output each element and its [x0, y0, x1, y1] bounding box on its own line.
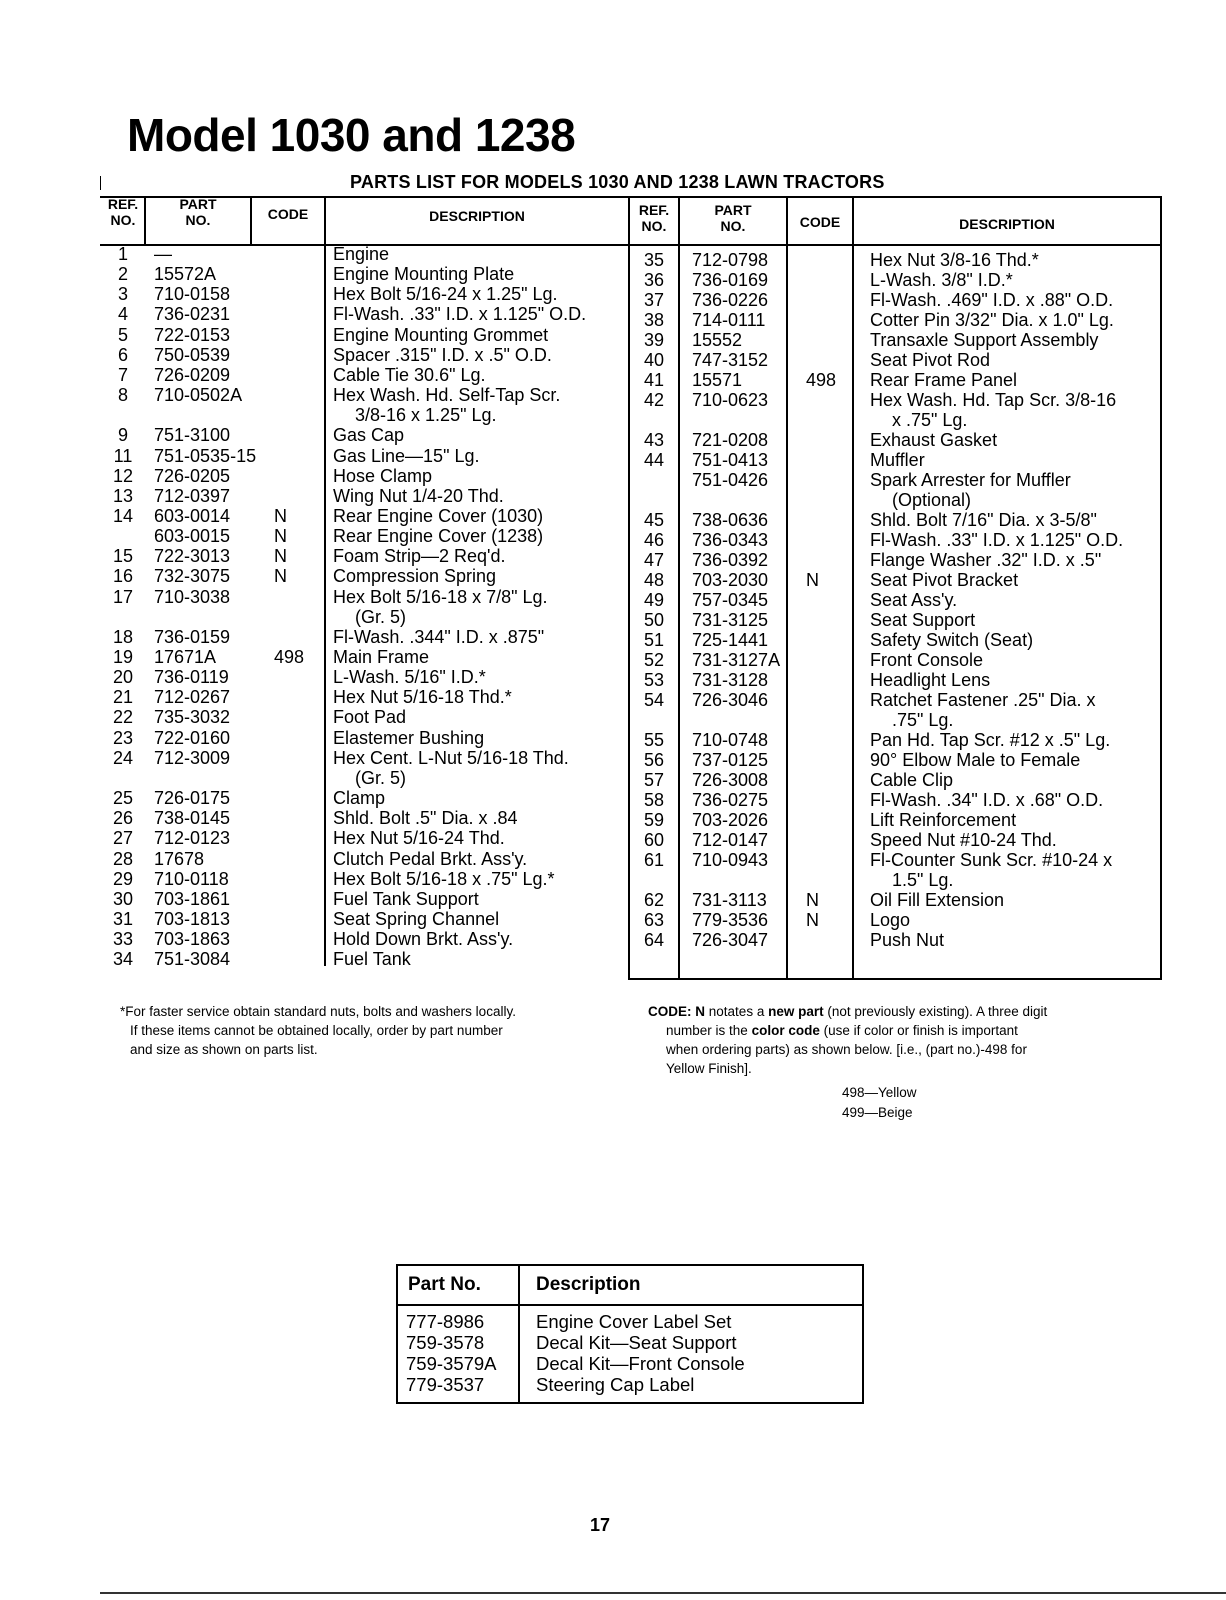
part-no-cell: 738-0145 — [154, 808, 231, 829]
code-cell: N — [274, 505, 287, 526]
description-cell: Spacer .315" I.D. x .5" O.D. — [333, 344, 552, 365]
part-no-cell: 736-0231 — [154, 304, 231, 325]
part-no-cell: 710-0623 — [692, 390, 769, 410]
part-no-cell: 736-0169 — [692, 270, 769, 290]
footnote-line: and size as shown on parts list. — [130, 1042, 318, 1057]
part-no-cell: 726-0205 — [154, 465, 231, 486]
ref-cell: 1 — [117, 244, 128, 264]
description-cell: Seat Spring Channel — [333, 908, 500, 929]
ref-cell: 11 — [113, 445, 133, 466]
decal-header-part-no: Part No. — [408, 1274, 481, 1295]
description-cell: Hex Nut 5/16-24 Thd. — [333, 828, 505, 849]
description-cell: (Gr. 5) — [355, 606, 407, 627]
ref-cell: 18 — [112, 626, 134, 647]
table-row — [0, 510, 1226, 531]
ref-cell: 12 — [112, 465, 134, 486]
code-label: CODE: — [648, 1004, 692, 1019]
code-note-text: Yellow Finish]. — [666, 1061, 752, 1076]
header-code: CODE — [267, 206, 309, 222]
footnote-line: If these items cannot be obtained locally, order by part number — [130, 1023, 503, 1038]
description-cell: Cotter Pin 3/32" Dia. x 1.0" Lg. — [870, 310, 1114, 330]
ref-cell: 51 — [643, 630, 665, 650]
ref-cell: 20 — [112, 667, 134, 688]
description-cell: L-Wash. 5/16" I.D.* — [333, 667, 486, 688]
part-no-cell: 710-0158 — [154, 284, 231, 305]
decal-col-divider — [518, 1266, 520, 1402]
ref-cell: 7 — [117, 364, 128, 385]
ref-cell: 47 — [643, 550, 665, 570]
table-row — [0, 810, 1226, 831]
ref-cell: 24 — [112, 747, 134, 768]
part-no-cell: 736-0343 — [692, 530, 769, 550]
description-cell: Engine Mounting Plate — [333, 264, 515, 285]
new-part-label: new part — [768, 1004, 824, 1019]
description-cell: .75" Lg. — [892, 710, 954, 730]
part-no-cell: 737-0125 — [692, 750, 769, 770]
part-no-cell: 731-3127A — [692, 650, 781, 670]
part-no-cell: 726-0209 — [154, 364, 231, 385]
code-note-text: number is the — [666, 1023, 748, 1038]
table-row — [0, 650, 1226, 671]
description-cell: Rear Engine Cover (1238) — [333, 526, 544, 547]
part-no-cell: 736-0226 — [692, 290, 769, 310]
ref-cell: 50 — [643, 610, 665, 630]
description-cell: Hex Cent. L-Nut 5/16-18 Thd. — [333, 747, 569, 768]
code-n-letter: N — [695, 1004, 706, 1019]
part-no-cell: 712-0798 — [692, 250, 769, 270]
ref-cell: 15 — [112, 546, 134, 567]
description-cell: Seat Support — [870, 610, 976, 630]
ref-cell: 25 — [112, 788, 134, 809]
ref-cell: 27 — [112, 828, 134, 849]
decal-part-no: 779-3537 — [406, 1374, 485, 1395]
table-row — [0, 330, 1226, 351]
description-cell: Hold Down Brkt. Ass'y. — [333, 929, 514, 950]
ref-cell: 30 — [112, 888, 134, 909]
part-no-cell: 703-1813 — [154, 908, 231, 929]
part-no-cell: 712-0267 — [154, 687, 231, 708]
header-ref-no-right — [630, 202, 678, 234]
header-part-no — [146, 196, 250, 228]
part-no-cell: 751-3084 — [154, 949, 231, 970]
code-cell: 498 — [274, 647, 305, 667]
part-no-cell: 722-3013 — [154, 546, 231, 567]
description-cell: Seat Pivot Rod — [870, 350, 991, 370]
decal-header-description: Description — [536, 1274, 641, 1295]
description-cell: Ratchet Fastener .25" Dia. x — [870, 690, 1096, 710]
table-row — [0, 290, 1226, 311]
description-cell: Push Nut — [870, 930, 945, 950]
table-row — [0, 310, 1226, 331]
part-no-cell: 712-0123 — [154, 828, 231, 849]
part-no-cell: 747-3152 — [692, 350, 769, 370]
ref-cell: 23 — [112, 727, 134, 748]
table-row — [0, 710, 1226, 731]
part-no-cell: 710-0502A — [154, 385, 243, 406]
code-note-text: (use if color or finish is important — [823, 1023, 1018, 1038]
part-no-cell: 751-3100 — [154, 425, 231, 446]
table-row — [0, 530, 1226, 551]
description-cell: L-Wash. 3/8" I.D.* — [870, 270, 1013, 290]
table-row — [0, 250, 1226, 271]
ref-cell: 28 — [112, 848, 134, 869]
description-cell: Gas Line—15" Lg. — [333, 445, 480, 466]
part-no-cell: 751-0413 — [692, 450, 769, 470]
ref-cell: 33 — [112, 929, 134, 950]
description-cell: Seat Ass'y. — [870, 590, 958, 610]
description-cell: Clutch Pedal Brkt. Ass'y. — [333, 848, 528, 869]
ref-cell: 62 — [643, 890, 665, 910]
ref-cell: 41 — [643, 370, 665, 390]
description-cell: Rear Frame Panel — [870, 370, 1018, 390]
part-no-cell: 725-1441 — [692, 630, 769, 650]
description-cell: Spark Arrester for Muffler — [870, 470, 1071, 490]
description-cell: 1.5" Lg. — [892, 870, 954, 890]
description-cell: Exhaust Gasket — [870, 430, 998, 450]
table-row — [0, 747, 1226, 771]
code-note-text: notates a — [708, 1004, 765, 1019]
table-top-border — [100, 196, 1162, 198]
part-no-cell: 736-0392 — [692, 550, 769, 570]
header-part-no-text: PART NO. — [179, 196, 217, 228]
part-no-cell: 17671A — [154, 647, 217, 667]
part-no-cell: 710-3038 — [154, 586, 231, 607]
ref-cell: 21 — [112, 687, 134, 708]
part-no-cell: 750-0539 — [154, 344, 231, 365]
decal-description: Decal Kit—Front Console — [536, 1353, 745, 1374]
description-cell: Flange Washer .32" I.D. x .5" — [870, 550, 1102, 570]
ref-cell: 13 — [112, 485, 134, 506]
description-cell: Wing Nut 1/4-20 Thd. — [333, 485, 504, 506]
table-row — [0, 850, 1226, 871]
table-row — [0, 930, 1226, 951]
table-row — [0, 949, 1226, 970]
description-cell: Headlight Lens — [870, 670, 991, 690]
part-no-cell: 757-0345 — [692, 590, 769, 610]
part-no-cell: 726-3047 — [692, 930, 769, 950]
description-cell: Fuel Tank Support — [333, 888, 479, 909]
description-cell: Hex Nut 5/16-18 Thd.* — [333, 687, 512, 708]
description-cell: Foot Pad — [333, 707, 407, 728]
part-no-cell: 735-3032 — [154, 707, 231, 728]
description-cell: Main Frame — [333, 647, 430, 667]
description-cell: Seat Pivot Bracket — [870, 570, 1019, 590]
part-no-cell: 712-0147 — [692, 830, 769, 850]
description-cell: Pan Hd. Tap Scr. #12 x .5" Lg. — [870, 730, 1111, 750]
table-row — [0, 767, 1226, 791]
part-no-cell: 710-0943 — [692, 850, 769, 870]
part-no-cell: 15571 — [692, 370, 743, 390]
description-cell: Logo — [870, 910, 911, 930]
part-no-cell: 779-3536 — [692, 910, 769, 930]
margin-tick — [100, 176, 101, 190]
part-no-cell: 726-3008 — [692, 770, 769, 790]
decal-description: Decal Kit—Seat Support — [536, 1332, 737, 1353]
header-ref-no-right-text: REF. NO. — [638, 202, 670, 234]
ref-cell: 36 — [643, 270, 665, 290]
header-description-right: DESCRIPTION — [959, 216, 1055, 232]
ref-cell: 8 — [117, 385, 128, 406]
ref-cell: 31 — [112, 908, 134, 929]
description-cell: 3/8-16 x 1.25" Lg. — [355, 405, 497, 426]
description-cell: Foam Strip—2 Req'd. — [333, 546, 506, 567]
ref-cell: 59 — [643, 810, 665, 830]
parts-list-subtitle: PARTS LIST FOR MODELS 1030 AND 1238 LAWN TRACTORS — [350, 172, 885, 192]
ref-cell: 42 — [643, 390, 665, 410]
header-ref-no-text: REF. NO. — [107, 196, 139, 228]
part-no-cell: 726-3046 — [692, 690, 769, 710]
part-no-cell: 15552 — [692, 330, 743, 350]
part-no-cell: 703-1861 — [154, 888, 231, 909]
description-cell: Clamp — [333, 788, 386, 809]
table-row — [0, 590, 1226, 611]
color-code-label: color code — [751, 1023, 820, 1038]
description-cell: 90° Elbow Male to Female — [870, 750, 1081, 770]
code-cell: 498 — [806, 370, 837, 390]
part-no-cell: 714-0111 — [692, 310, 766, 330]
part-no-cell: 703-1863 — [154, 929, 231, 950]
ref-cell: 49 — [643, 590, 665, 610]
table-row — [0, 370, 1226, 391]
description-cell: Hose Clamp — [333, 465, 433, 486]
table-row — [0, 430, 1226, 451]
part-no-cell: 603-0015 — [154, 526, 231, 547]
part-no-cell: 736-0119 — [154, 667, 229, 688]
header-ref-no — [100, 196, 146, 228]
ref-cell: 37 — [643, 290, 665, 310]
description-cell: Fl-Wash. .344" I.D. x .875" — [333, 626, 545, 647]
part-no-cell: 712-3009 — [154, 747, 231, 768]
description-cell: Engine Mounting Grommet — [333, 324, 549, 345]
table-row — [0, 550, 1226, 571]
table-row — [0, 890, 1226, 911]
decal-description: Steering Cap Label — [536, 1374, 695, 1395]
ref-cell: 46 — [643, 530, 665, 550]
ref-cell: 9 — [117, 425, 128, 446]
footnote-line: *For faster service obtain standard nuts, bolts and washers locally. — [120, 1004, 516, 1019]
part-no-cell: 722-0153 — [154, 324, 231, 345]
ref-cell: 39 — [643, 330, 665, 350]
header-description: DESCRIPTION — [429, 208, 525, 224]
ref-cell: 35 — [643, 250, 665, 270]
part-no-cell: 721-0208 — [692, 430, 769, 450]
table-row — [0, 727, 1226, 751]
description-cell: Transaxle Support Assembly — [870, 330, 1099, 350]
table-row — [0, 630, 1226, 651]
description-cell: Fl-Counter Sunk Scr. #10-24 x — [870, 850, 1113, 870]
table-row — [0, 670, 1226, 691]
part-no-cell: 710-0748 — [692, 730, 769, 750]
color-codes — [842, 1083, 917, 1123]
part-no-cell: 712-0397 — [154, 485, 231, 506]
ref-cell: 29 — [112, 868, 134, 889]
decal-part-no: 759-3579A — [406, 1353, 497, 1374]
code-cell: N — [806, 910, 819, 930]
part-no-cell: 731-3113 — [692, 890, 767, 910]
description-cell: Gas Cap — [333, 425, 405, 446]
ref-cell: 34 — [112, 949, 134, 970]
table-row — [0, 390, 1226, 411]
footnote — [120, 1002, 516, 1059]
part-no-cell: 736-0159 — [154, 626, 231, 647]
description-cell: Hex Wash. Hd. Self-Tap Scr. — [333, 385, 561, 406]
table-row — [0, 490, 1226, 511]
ref-cell: 48 — [643, 570, 665, 590]
description-cell: Hex Bolt 5/16-18 x .75" Lg.* — [333, 868, 555, 889]
ref-cell: 5 — [117, 324, 128, 345]
ref-cell: 38 — [643, 310, 665, 330]
ref-cell: 14 — [112, 505, 134, 526]
ref-cell: 2 — [117, 264, 128, 285]
code-cell: N — [274, 566, 287, 587]
ref-cell: 6 — [117, 344, 128, 365]
part-no-cell: — — [154, 244, 172, 264]
description-cell: Safety Switch (Seat) — [870, 630, 1034, 650]
ref-cell: 43 — [643, 430, 665, 450]
description-cell: Hex Nut 3/8-16 Thd.* — [870, 250, 1039, 270]
ref-cell: 64 — [643, 930, 665, 950]
decal-header-divider — [398, 1304, 862, 1306]
header-part-no-right-text: PART NO. — [714, 202, 752, 234]
description-cell: Front Console — [870, 650, 984, 670]
ref-cell: 52 — [643, 650, 665, 670]
ref-cell: 54 — [643, 690, 665, 710]
part-no-cell: 751-0535-15 — [154, 445, 257, 466]
ref-cell: 45 — [643, 510, 665, 530]
ref-cell: 58 — [643, 790, 665, 810]
description-cell: Engine — [333, 244, 390, 264]
part-no-cell: 731-3125 — [692, 610, 769, 630]
description-cell: Hex Bolt 5/16-24 x 1.25" Lg. — [333, 284, 558, 305]
part-no-cell: 15572A — [154, 264, 217, 285]
table-row — [0, 790, 1226, 811]
description-cell: Elastemer Bushing — [333, 727, 485, 748]
description-cell: x .75" Lg. — [892, 410, 968, 430]
table-row — [0, 690, 1226, 711]
color-code-yellow: 498—Yellow — [842, 1085, 917, 1100]
ref-cell: 17 — [112, 586, 134, 607]
code-cell: N — [274, 526, 287, 547]
ref-cell: 3 — [117, 284, 128, 305]
part-no-cell: 722-0160 — [154, 727, 231, 748]
ref-cell: 61 — [643, 850, 665, 870]
table-row — [0, 830, 1226, 851]
ref-cell: 16 — [112, 566, 134, 587]
page-title: Model 1030 and 1238 — [127, 109, 576, 161]
part-no-cell: 17678 — [154, 848, 205, 869]
part-no-cell: 751-0426 — [692, 470, 769, 490]
description-cell: (Gr. 5) — [355, 767, 407, 788]
bottom-rule — [100, 1592, 1226, 1594]
header-part-no-right — [680, 202, 786, 234]
decal-description: Engine Cover Label Set — [536, 1311, 732, 1332]
decal-part-no: 777-8986 — [406, 1311, 485, 1332]
description-cell: Lift Reinforcement — [870, 810, 1017, 830]
table-row — [0, 870, 1226, 891]
table-row — [0, 570, 1226, 591]
ref-cell: 56 — [643, 750, 665, 770]
ref-cell: 60 — [643, 830, 665, 850]
decal-table — [396, 1264, 864, 1404]
ref-cell: 19 — [112, 647, 134, 667]
page-number: 17 — [590, 1515, 611, 1535]
description-cell: Fl-Wash. .469" I.D. x .88" O.D. — [870, 290, 1114, 310]
description-cell: Fl-Wash. .34" I.D. x .68" O.D. — [870, 790, 1104, 810]
description-cell: Fl-Wash. .33" I.D. x 1.125" O.D. — [870, 530, 1124, 550]
part-no-cell: 703-2026 — [692, 810, 769, 830]
description-cell: Fuel Tank — [333, 949, 411, 970]
ref-cell: 40 — [643, 350, 665, 370]
decal-part-no: 759-3578 — [406, 1332, 485, 1353]
code-note-text: (not previously existing). A three digit — [827, 1004, 1048, 1019]
description-cell: Oil Fill Extension — [870, 890, 1005, 910]
description-cell: Shld. Bolt 7/16" Dia. x 3-5/8" — [870, 510, 1097, 530]
code-note — [648, 1002, 1128, 1078]
ref-cell: 22 — [112, 707, 134, 728]
part-no-cell: 732-3075 — [154, 566, 231, 587]
ref-cell: 44 — [643, 450, 665, 470]
code-cell: N — [806, 570, 819, 590]
ref-cell: 57 — [643, 770, 665, 790]
description-cell: Shld. Bolt .5" Dia. x .84 — [333, 808, 518, 829]
table-row — [0, 910, 1226, 931]
table-row — [0, 450, 1226, 471]
table-row — [0, 410, 1226, 431]
description-cell: Cable Tie 30.6" Lg. — [333, 364, 486, 385]
description-cell: Compression Spring — [333, 566, 497, 587]
description-cell: Hex Wash. Hd. Tap Scr. 3/8-16 — [870, 390, 1117, 410]
description-cell: Rear Engine Cover (1030) — [333, 505, 544, 526]
description-cell: Hex Bolt 5/16-18 x 7/8" Lg. — [333, 586, 548, 607]
part-no-cell: 738-0636 — [692, 510, 769, 530]
description-cell: Speed Nut #10-24 Thd. — [870, 830, 1057, 850]
description-cell: Cable Clip — [870, 770, 954, 790]
code-note-text: when ordering parts) as shown below. [i.e., (part no.)-498 for — [666, 1042, 1027, 1057]
description-cell: (Optional) — [892, 490, 972, 510]
table-row — [0, 470, 1226, 491]
ref-cell: 63 — [643, 910, 665, 930]
table-row — [0, 270, 1226, 291]
part-no-cell: 710-0118 — [154, 868, 229, 889]
table-row — [0, 610, 1226, 631]
part-no-cell: 603-0014 — [154, 505, 231, 526]
part-no-cell: 703-2030 — [692, 570, 769, 590]
description-cell: Muffler — [870, 450, 925, 470]
part-no-cell: 736-0275 — [692, 790, 769, 810]
color-code-beige: 499—Beige — [842, 1105, 913, 1120]
table-row — [0, 350, 1226, 371]
part-no-cell: 726-0175 — [154, 788, 231, 809]
ref-cell: 26 — [112, 808, 134, 829]
ref-cell: 53 — [643, 670, 665, 690]
code-cell: N — [274, 546, 287, 567]
code-cell: N — [806, 890, 819, 910]
ref-cell: 4 — [117, 304, 128, 325]
ref-cell: 55 — [643, 730, 665, 750]
header-code-right: CODE — [799, 214, 841, 230]
table-bottom-border — [628, 978, 1162, 980]
description-cell: Fl-Wash. .33" I.D. x 1.125" O.D. — [333, 304, 587, 325]
part-no-cell: 731-3128 — [692, 670, 769, 690]
